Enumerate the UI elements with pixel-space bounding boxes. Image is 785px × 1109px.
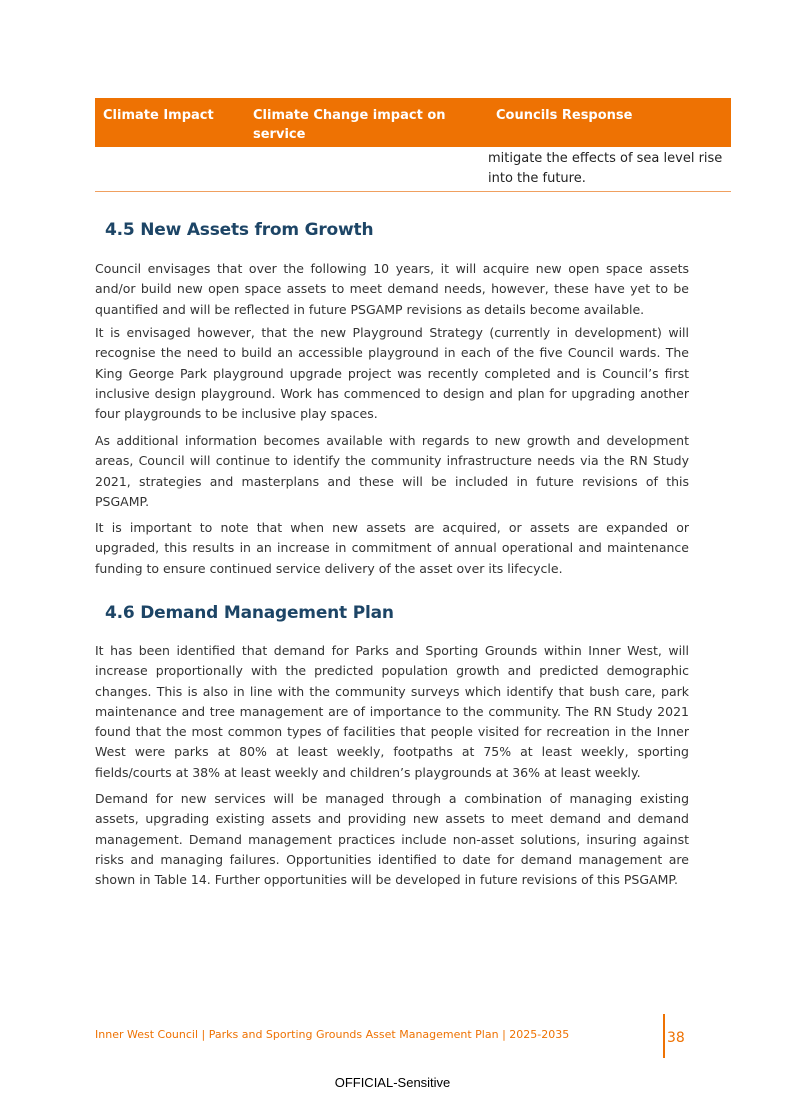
cell-climate-impact	[95, 149, 245, 191]
cell-impact-on-service	[245, 149, 488, 191]
paragraph-4-6-2: Demand for new services will be managed through a combination of managing existing assets, upgrading existing assets and providing new assets to meet demand and demand management. Demand management practices include non-asset solutions, insuring against risks and managing failures. Opportunities identified to date for demand management are shown in Table 14. Further opportunities will be developed in future revisions of this PSGAMP.	[95, 791, 689, 888]
section-heading-4-5: 4.5 New Assets from Growth	[105, 220, 374, 240]
header-climate-impact: Climate Impact	[103, 108, 214, 123]
climate-impact-table	[95, 98, 731, 192]
paragraph-4-5-2: It is envisaged however, that the new Playground Strategy (currently in development) will recognise the need to build an accessible playground in each of the five Council wards. The King George Park playground upgrade project was recently completed and is Council’s first inclusive design playground. Work has commenced to design and plan for upgrading another four playgrounds to be inclusive play spaces.	[95, 325, 689, 422]
section-heading-4-6: 4.6 Demand Management Plan	[105, 603, 394, 623]
footer-divider	[663, 1014, 665, 1058]
security-classification: OFFICIAL-Sensitive	[334, 1075, 451, 1090]
paragraph-4-5-1: Council envisages that over the following 10 years, it will acquire new open space assets and/or build new open space assets to meet demand needs, however, these have yet to be quantified and will be reflected in future PSGAMP revisions as details become available.	[95, 261, 689, 317]
header-councils-response: Councils Response	[496, 108, 633, 123]
table-row	[95, 147, 731, 192]
paragraph-4-6-1: It has been identified that demand for Parks and Sporting Grounds within Inner West, will increase proportionally with the predicted population growth and predicted demographic changes. This is also in line with the community surveys which identify that bush care, park maintenance and tree management are of importance to the community. The RN Study 2021 found that the most common types of facilities that people visited for recreation in the Inner West were parks at 80% at least weekly, footpaths at 75% at least weekly, sporting fields/courts at 38% at least weekly and children’s playgrounds at 36% at least weekly.	[95, 643, 689, 780]
header-climate-change-impact: Climate Change impact on service	[253, 108, 446, 142]
page-number: 38	[667, 1030, 685, 1046]
paragraph-4-5-4: It is important to note that when new assets are acquired, or assets are expanded or upgraded, this results in an increase in commitment of annual operational and maintenance funding to ensure continued service delivery of the asset over its lifecycle.	[95, 520, 689, 576]
paragraph-4-5-3: As additional information becomes available with regards to new growth and development areas, Council will continue to identify the community infrastructure needs via the RN Study 2021, strategies and masterplans and these will be included in future revisions of this PSGAMP.	[95, 433, 689, 509]
cell-response: mitigate the effects of sea level rise into the future.	[488, 151, 723, 186]
footer-document-title: Inner West Council | Parks and Sporting Grounds Asset Management Plan | 2025-2035	[95, 1028, 570, 1041]
table-header-row	[95, 98, 731, 147]
